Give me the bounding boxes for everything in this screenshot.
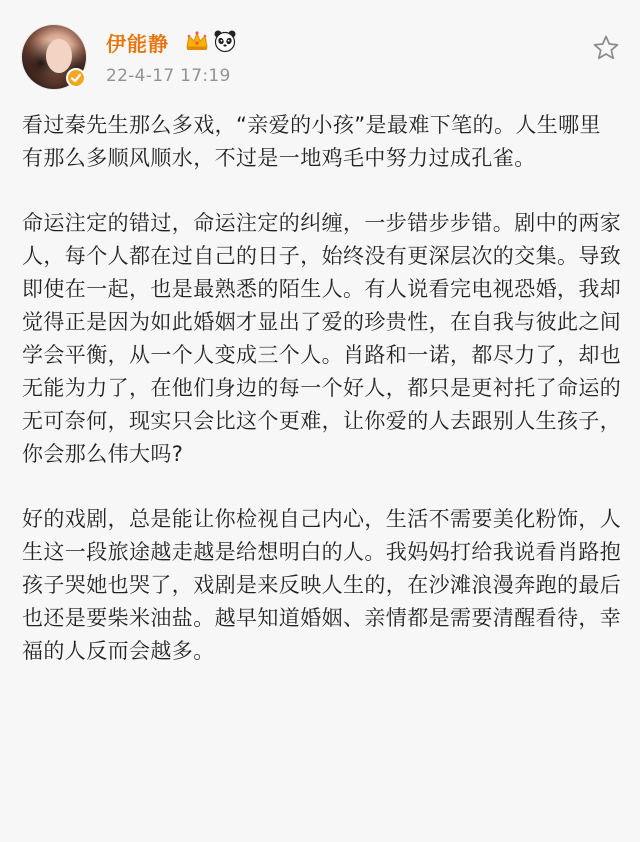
author-name[interactable]: 伊能静 [106, 32, 169, 56]
post-paragraph: 命运注定的错过，命运注定的纠缠，一步错步步错。剧中的两家人，每个人都在过自己的日子，始终没有更深层次的交集。导致即使在一起，也是最熟悉的陌生人。有人说看完电视恐婚，我却觉得正是因为如此婚姻才显出了爱的珍贵性，在自我与彼此之间学会平衡，从一个人变成三个人。肖路和一诺，都尽力了，却也无能为力了，在他们身边的每一个好人，都只是更衬托了命运的无可奈何，现实只会比这个更难，让你爱的人去跟别人生孩子，你会那么伟大吗? [22, 211, 622, 466]
post-header [0, 0, 640, 100]
star-icon[interactable] [592, 34, 620, 62]
avatar-face [46, 39, 72, 73]
post-timestamp: 22-4-17 17:19 [106, 66, 231, 86]
post-paragraph: 好的戏剧，总是能让你检视自己内心，生活不需要美化粉饰，人生这一段旅途越走越是给想明白的人。我妈妈打给我说看肖路抱孩子哭她也哭了，戏剧是来反映人生的，在沙滩浪漫奔跑的最后也还是要柴米油盐。越早知道婚姻、亲情都是需要清醒看待，幸福的人反而会越多。 [22, 507, 622, 663]
verified-badge-icon [66, 68, 86, 88]
crown-icon [185, 30, 209, 52]
post-body [22, 109, 622, 700]
post-paragraph: 看过秦先生那么多戏，“亲爱的小孩”是最难下笔的。人生哪里有那么多顺风顺水，不过是一地鸡毛中努力过成孔雀。 [22, 113, 601, 170]
panda-icon [213, 29, 237, 53]
